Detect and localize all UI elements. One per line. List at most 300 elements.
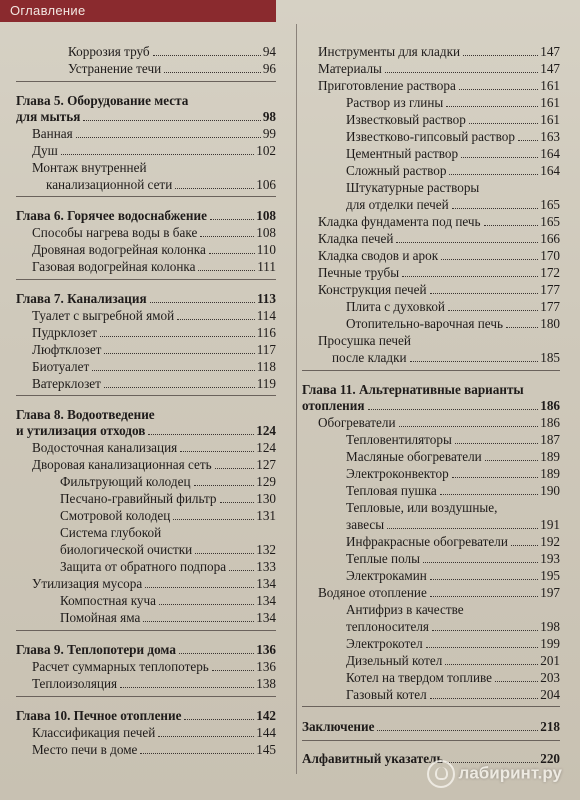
toc-entry [302,263,560,280]
toc-entry [16,175,276,192]
leader-dots [461,157,538,158]
toc-entry-title: Тепловентиляторы [346,432,452,447]
toc-entry-title: Способы нагрева воды в баке [32,225,198,240]
toc-entry-page: 164 [540,146,560,161]
toc-entry-page: 190 [540,483,560,498]
toc-entry-page: 138 [256,676,276,691]
toc-entry-title: Водяное отопление [318,585,427,600]
toc-entry-title: Заключение [302,719,375,734]
toc-entry-page: 99 [262,126,276,141]
leader-dots [194,485,255,486]
leader-dots [104,353,254,354]
section-rule [302,706,560,707]
toc-entry-page: 117 [256,342,276,357]
toc-entry-page: 204 [540,687,560,702]
toc-entry-page: 134 [256,593,276,608]
toc-entry [16,289,276,306]
toc-entry [302,583,560,600]
leader-dots [164,72,261,73]
toc-entry [16,608,276,625]
toc-entry-page: 108 [256,208,276,223]
toc-entry-title: Масляные обогреватели [346,449,482,464]
leader-dots [396,242,538,243]
toc-entry-page: 177 [540,299,560,314]
toc-entry-title: Котел на твердом топливе [346,670,493,685]
leader-dots [100,336,255,337]
toc-entry-page: 98 [262,109,276,124]
leader-dots [153,55,261,56]
toc-entry-title: Плита с духовкой [346,299,445,314]
toc-entry-title: Приготовление раствора [318,78,456,93]
toc-entry-title: для отделки печей [346,197,449,212]
toc-entry [16,640,276,657]
leader-dots [410,361,539,362]
toc-entry-page: 165 [540,214,560,229]
leader-dots [210,219,254,220]
leader-dots [61,154,254,155]
toc-entry [16,438,276,455]
toc-entry [302,348,560,365]
toc-entry-page: 119 [256,376,276,391]
toc-entry-page: 164 [540,163,560,178]
toc-entry-page: 177 [540,282,560,297]
toc-entry-page: 198 [540,619,560,634]
toc-entry [302,331,560,348]
toc-entry [16,455,276,472]
leader-dots [377,730,538,731]
toc-entry-title: Место печи в доме [32,742,138,757]
leader-dots [430,579,538,580]
leader-dots [452,208,539,209]
toc-entry-title: Люфтклозет [32,342,102,357]
leader-dots [83,120,260,121]
toc-entry-title: Инфракрасные обогреватели [346,534,508,549]
toc-entry-page: 180 [540,316,560,331]
toc-entry-title: Конструкция печей [318,282,427,297]
toc-entry-page: 166 [540,231,560,246]
toc-entry-title: Штукатурные растворы [346,180,480,195]
leader-dots [463,55,538,56]
leader-dots [402,276,538,277]
section-rule [302,740,560,741]
toc-entry [302,297,560,314]
toc-entry-page: 199 [540,636,560,651]
toc-entry-page: 111 [257,259,276,274]
toc-entry-title: Теплые полы [346,551,420,566]
toc-entry-page: 96 [262,61,276,76]
toc-entry-title: Теплоизоляция [32,676,118,691]
toc-entry [16,405,276,422]
toc-entry-title: Ванная [32,126,73,141]
leader-dots [446,106,538,107]
toc-entry [16,374,276,391]
toc-entry-title: Глава 6. Горячее водоснабжение [16,208,207,223]
toc-entry [302,717,560,734]
toc-entry [16,506,276,523]
leader-dots [440,494,538,495]
leader-dots [441,259,538,260]
leader-dots [179,653,254,654]
leader-dots [511,545,538,546]
toc-entry-page: 136 [256,642,276,657]
section-rule [302,370,560,371]
toc-entry [302,246,560,263]
toc-entry-page: 106 [256,177,276,192]
toc-entry-page: 161 [540,78,560,93]
toc-entry [302,600,560,617]
toc-entry-title: Защита от обратного подпора [60,559,227,574]
toc-entry [302,566,560,583]
toc-entry [302,314,560,331]
toc-entry-page: 195 [540,568,560,583]
section-rule [16,196,276,197]
toc-entry [302,549,560,566]
toc-entry-title: Обогреватели [318,415,396,430]
toc-entry [16,591,276,608]
toc-entry [16,574,276,591]
toc-entry [302,464,560,481]
toc-entry-page: 102 [256,143,276,158]
toc-entry-title: Утилизация мусора [32,576,143,591]
section-rule [16,395,276,396]
toc-entry-title: Расчет суммарных теплопотерь [32,659,209,674]
toc-entry-title: Помойная яма [60,610,141,625]
toc-entry [16,141,276,158]
leader-dots [469,123,538,124]
toc-entry-title: Классификация печей [32,725,156,740]
toc-entry-title: биологической очистки [60,542,193,557]
leader-dots [158,736,254,737]
toc-entry [16,340,276,357]
toc-entry-page: 161 [540,95,560,110]
toc-entry [16,557,276,574]
toc-entry-title: Электрокотел [346,636,423,651]
toc-entry-title: Печные трубы [318,265,400,280]
leader-dots [180,451,254,452]
toc-entry [302,498,560,515]
leader-dots [506,327,538,328]
toc-entry-page: 197 [540,585,560,600]
toc-entry [16,206,276,223]
toc-entry-title: Материалы [318,61,382,76]
toc-entry [302,212,560,229]
toc-entry [302,110,560,127]
toc-entry-title: Тепловые, или воздушные, [346,500,498,515]
toc-entry-page: 147 [540,44,560,59]
toc-entry [302,195,560,212]
leader-dots [104,387,255,388]
leader-dots [385,72,538,73]
toc-entry-title: Сложный раствор [346,163,447,178]
toc-entry [302,144,560,161]
toc-entry-title: Душ [32,143,58,158]
leader-dots [430,596,538,597]
toc-entry [302,413,560,430]
section-rule [16,630,276,631]
toc-entry [16,523,276,540]
toc-entry-title: и утилизация отходов [16,423,146,438]
toc-entry-title: Глава 11. Альтернативные варианты [302,382,524,397]
toc-entry [16,657,276,674]
toc-entry-title: Глава 10. Печное отопление [16,708,182,723]
toc-entry [16,740,276,757]
toc-entry-page: 192 [540,534,560,549]
leader-dots [449,174,538,175]
leader-dots [432,630,538,631]
toc-entry-page: 185 [540,350,560,365]
toc-entry-title: Газовая водогрейная колонка [32,259,196,274]
toc-entry [16,357,276,374]
toc-entry-title: Глава 8. Водоотведение [16,407,155,422]
toc-entry-title: Смотровой колодец [60,508,171,523]
section-title: Оглавление [10,3,86,18]
toc-entry-page: 163 [540,129,560,144]
leader-dots [455,443,538,444]
leader-dots [200,236,254,237]
toc-entry [16,723,276,740]
toc-entry-title: Антифриз в качестве [346,602,464,617]
toc-entry-page: 94 [262,44,276,59]
toc-entry-page: 127 [256,457,276,472]
toc-entry-page: 113 [256,291,276,306]
toc-entry-title: Дизельный котел [346,653,443,668]
leader-dots [159,604,254,605]
toc-entry-page: 218 [540,719,560,734]
toc-entry-title: Монтаж внутренней [32,160,147,175]
toc-entry-title: Газовый котел [346,687,427,702]
leader-dots [195,553,254,554]
toc-entry-page: 110 [256,242,276,257]
toc-entry-page: 133 [256,559,276,574]
leader-dots [177,319,255,320]
toc-entry [302,668,560,685]
toc-entry-title: Компостная куча [60,593,156,608]
toc-entry-page: 116 [256,325,276,340]
toc-entry-page: 108 [256,225,276,240]
leader-dots [92,370,254,371]
column-divider [296,24,297,774]
toc-entry-title: Туалет с выгребной ямой [32,308,175,323]
leader-dots [518,140,538,141]
toc-entry [302,634,560,651]
toc-entry-title: Кладка фундамента под печь [318,214,481,229]
toc-entry [16,240,276,257]
toc-entry-page: 114 [256,308,276,323]
toc-entry-title: после кладки [332,350,407,365]
toc-entry-page: 186 [540,415,560,430]
leader-dots [445,664,538,665]
toc-entry [302,481,560,498]
toc-entry-title: Устранение течи [68,61,162,76]
toc-entry-title: Биотуалет [32,359,90,374]
toc-entry-page: 186 [540,398,560,413]
toc-entry-page: 187 [540,432,560,447]
toc-entry-title: канализационной сети [46,177,173,192]
toc-entry [302,380,560,397]
header-band [0,0,276,22]
toc-entry-page: 142 [256,708,276,723]
toc-entry [302,229,560,246]
toc-entry [16,540,276,557]
leader-dots [184,719,254,720]
leader-dots [198,270,255,271]
toc-entry-title: Отопительно-варочная печь [346,316,503,331]
toc-entry-page: 132 [256,542,276,557]
leader-dots [423,562,538,563]
toc-entry-title: Просушка печей [318,333,411,348]
toc-entry [302,59,560,76]
toc-entry-page: 147 [540,61,560,76]
leader-dots [495,681,538,682]
leader-dots [448,310,538,311]
toc-entry-title: Инструменты для кладки [318,44,461,59]
toc-entry [16,91,276,108]
toc-entry-page: 161 [540,112,560,127]
toc-entry [16,158,276,175]
section-rule [16,279,276,280]
toc-entry-title: Водосточная канализация [32,440,178,455]
toc-entry-page: 193 [540,551,560,566]
toc-entry [302,447,560,464]
leader-dots [175,188,254,189]
toc-entry-title: Пудрклозет [32,325,97,340]
toc-entry [302,651,560,668]
toc-entry-page: 144 [256,725,276,740]
toc-entry-page: 189 [540,449,560,464]
toc-entry-title: теплоносителя [346,619,430,634]
toc-entry-page: 130 [256,491,276,506]
toc-entry [16,107,276,124]
toc-entry [302,532,560,549]
toc-entry-page: 172 [540,265,560,280]
toc-entry-page: 220 [540,751,560,766]
toc-entry [16,42,276,59]
leader-dots [140,753,254,754]
toc-entry-page: 131 [256,508,276,523]
leader-dots [430,293,539,294]
toc-entry [16,59,276,76]
toc-entry [16,489,276,506]
toc-entry-page: 124 [256,440,276,455]
toc-entry-page: 134 [256,610,276,625]
leader-dots [368,409,539,410]
toc-entry [302,685,560,702]
toc-entry-title: Известково-гипсовый раствор [346,129,515,144]
toc-entry-title: Кладка сводов и арок [318,248,439,263]
toc-entry [302,617,560,634]
toc-entry [16,706,276,723]
leader-dots [229,570,254,571]
leader-dots [76,137,261,138]
toc-entry [302,76,560,93]
leader-dots [459,89,538,90]
leader-dots [387,528,538,529]
toc-entry [302,42,560,59]
toc-entry-title: Система глубокой [60,525,162,540]
leader-dots [426,647,539,648]
leader-dots [143,621,254,622]
leader-dots [215,468,255,469]
toc-entry-page: 118 [256,359,276,374]
toc-entry-title: Известковый раствор [346,112,466,127]
toc-entry-page: 165 [540,197,560,212]
section-rule [16,696,276,697]
toc-entry [302,93,560,110]
leader-dots [145,587,254,588]
toc-entry [302,178,560,195]
leader-dots [150,302,255,303]
toc-entry-page: 136 [256,659,276,674]
section-rule [16,81,276,82]
toc-entry [16,421,276,438]
toc-entry-title: Дворовая канализационная сеть [32,457,212,472]
toc-entry-title: Цементный раствор [346,146,459,161]
toc-entry-title: для мытья [16,109,81,124]
toc-entry-title: Электрокамин [346,568,427,583]
leader-dots [173,519,254,520]
toc-entry [16,472,276,489]
toc-entry-page: 124 [256,423,276,438]
leader-dots [430,698,539,699]
leader-dots [220,502,255,503]
toc-entry-page: 134 [256,576,276,591]
toc-entry [16,223,276,240]
leader-dots [212,670,254,671]
toc-entry [302,280,560,297]
toc-entry [16,674,276,691]
toc-entry-title: завесы [346,517,385,532]
toc-entry-title: Ватерклозет [32,376,101,391]
toc-entry [302,430,560,447]
toc-entry-title: Песчано-гравийный фильтр [60,491,217,506]
toc-entry-page: 191 [540,517,560,532]
leader-dots [484,225,539,226]
toc-entry [302,396,560,413]
toc-entry-title: Дровяная водогрейная колонка [32,242,206,257]
toc-entry-title: Глава 7. Канализация [16,291,147,306]
toc-entry-title: Раствор из глины [346,95,444,110]
toc-entry-title: Кладка печей [318,231,394,246]
toc-entry-title: Тепловая пушка [346,483,437,498]
toc-entry [16,306,276,323]
labirint-logo-icon [427,760,455,788]
toc-entry-page: 203 [540,670,560,685]
toc-entry-title: Электроконвектор [346,466,449,481]
toc-entry [302,161,560,178]
leader-dots [148,434,254,435]
watermark: лабиринт.ру [427,760,562,788]
toc-entry-title: Алфавитный указатель [302,751,444,766]
toc-entry [302,127,560,144]
toc-entry [16,323,276,340]
toc-entry-title: Глава 9. Теплопотери дома [16,642,176,657]
leader-dots [209,253,255,254]
leader-dots [120,687,254,688]
toc-entry-page: 170 [540,248,560,263]
toc-entry-title: отопления [302,398,365,413]
leader-dots [485,460,539,461]
leader-dots [399,426,539,427]
toc-entry-page: 129 [256,474,276,489]
toc-entry [16,124,276,141]
toc-entry-title: Фильтрующий колодец [60,474,191,489]
toc-entry-page: 145 [256,742,276,757]
toc-entry-title: Коррозия труб [68,44,150,59]
toc-entry-page: 189 [540,466,560,481]
toc-entry [302,515,560,532]
toc-entry-title: Глава 5. Оборудование места [16,93,189,108]
leader-dots [452,477,539,478]
